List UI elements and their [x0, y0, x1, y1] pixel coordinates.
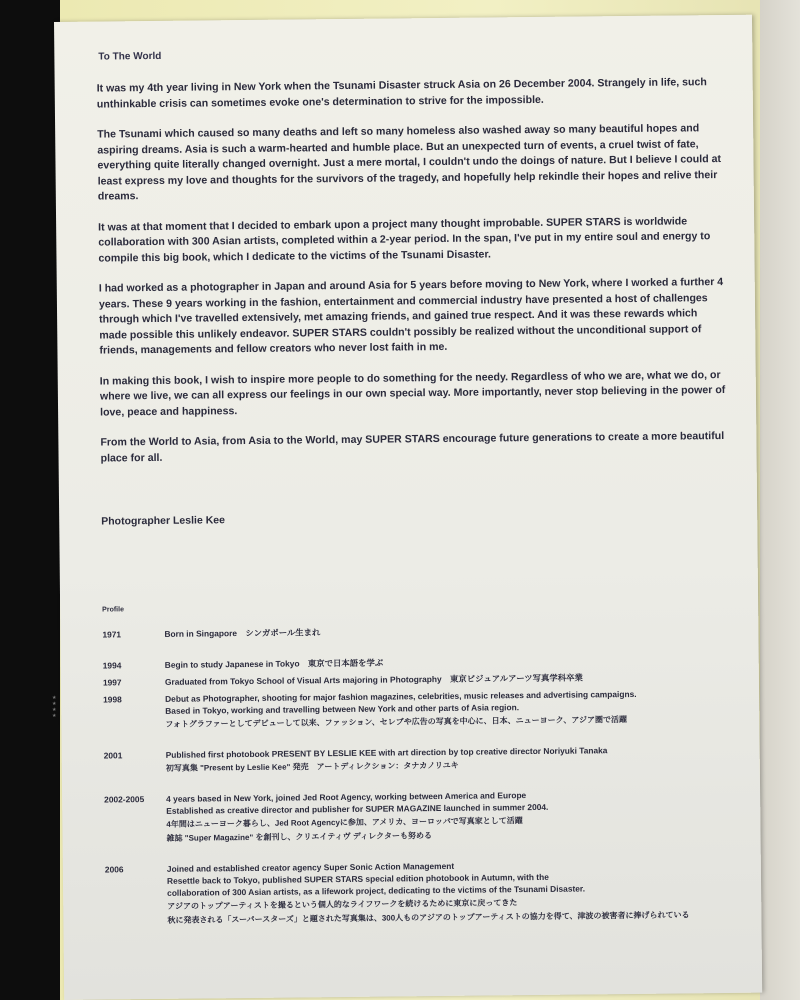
timeline-line-english: Resettle back to Tokyo, published SUPER STARS special edition photobook in Autumn, with the	[166, 871, 549, 886]
timeline-line-english: Begin to study Japanese in Tokyo 東京で日本語を学ぶ	[164, 657, 384, 670]
timeline-year: 2006	[104, 864, 124, 875]
timeline-entry	[103, 687, 743, 732]
right-edge-strip	[760, 0, 800, 1000]
timeline-line-english: collaboration of 300 Asian artists, as a lifework project, dedicating to the victims of the Tsunami Disaster.	[167, 883, 586, 898]
letter-body	[97, 75, 727, 482]
timeline-description	[165, 687, 743, 731]
letter-paragraph: It was at that moment that I decided to embark upon a project many thought improbable. SUPER STARS is worldwide collaboration with 300 Asian artists, completed within a 2-year period. In the span, I've put in my entire soul and energy to compile this big book, which I dedicate to the victims of the Tsunami Disaster.	[98, 214, 711, 265]
timeline-description	[167, 857, 746, 927]
page-title: To The World	[98, 50, 162, 63]
timeline-year: 1994	[102, 660, 122, 671]
timeline-year: 1997	[102, 677, 122, 688]
timeline-description	[166, 787, 745, 845]
letter-paragraph: It was my 4th year living in New York when the Tsunami Disaster struck Asia on 26 December 2004. Strangely in life, such unthinkable crisis can sometimes evoke one's determination to strive for the impossible.	[96, 76, 707, 111]
letter-paragraph: The Tsunami which caused so many deaths and left so many homeless also washed away so many beautiful hopes and aspiring dreams. Asia is such a warm-hearted and humble place. But an unexpected turn of events, a cruel twist of fate, everything quite literally changed overnight. Just a mere mortal, I couldn't undo the doings of nature. But I believe I could at least express my love and thoughts for the survivors of the tragedy, and hopefully help rekindle their hopes and relive their dreams.	[97, 122, 722, 203]
timeline-entry	[105, 857, 746, 928]
timeline-line-english: 4 years based in New York, joined Jed Root Agency, working between America and Europe	[166, 790, 527, 804]
timeline-line-japanese: フォトグラファーとしてデビューして以来、ファッション、セレブや広告の写真を中心に、日本、ニューヨーク、アジア圏で活躍	[165, 715, 628, 729]
signature: Photographer Leslie Kee	[101, 514, 225, 528]
timeline-line-english: Published first photobook PRESENT BY LESLIE KEE with art direction by top creative director Noriyuki Tanaka	[165, 745, 608, 760]
letter-paragraph: In making this book, I wish to inspire more people to do something for the needy. Regardless of who we are, what we do, or where we live, we can all express our feelings in our own special way. More importantly, never stop believing in the power of love, peace and happiness.	[99, 368, 726, 419]
timeline-line-english: Joined and established creator agency Super Sonic Action Management	[166, 860, 455, 874]
timeline-line-english: Established as creative director and publisher for SUPER MAGAZINE launched in summer 2004.	[166, 801, 549, 816]
timeline-year: 2002-2005	[104, 794, 145, 805]
profile-heading: Profile	[102, 606, 124, 614]
timeline-line-japanese: アジアのトップアーティストを撮るという個人的なライフワークを続けるために東京に戻ってきた	[167, 898, 518, 911]
profile-timeline	[102, 622, 745, 928]
letter-paragraph: I had worked as a photographer in Japan and around Asia for 5 years before moving to New York, where I worked a further 4 years. These 9 years working in the fashion, entertainment and commercial industry have presented a host of challenges through which I've travelled extensively, met amazing friends, and gained true respect. And it was these rewards which made possible this unlikely endeavor. SUPER STARS couldn't possibly be realized without the unconditional support of friends, managements and fellow creators who never lost faith in me.	[98, 276, 724, 357]
timeline-line-english: Graduated from Tokyo School of Visual Arts majoring in Photography 東京ビジュアルアーツ写真学科卒業	[164, 672, 583, 687]
timeline-line-english: Born in Singapore シンガポール生まれ	[164, 627, 321, 639]
timeline-year: 2001	[103, 750, 123, 761]
timeline-line-japanese: 秋に発表される「スーパースターズ」と題された写真集は、300人ものアジアのトップアーティストの協力を得て、津波の被害者に捧げられている	[167, 910, 690, 925]
timeline-line-japanese: 初写真集 "Present by Leslie Kee" 発売 アートディレクション：タナカノリユキ	[165, 760, 459, 773]
letter-paragraph: From the World to Asia, from Asia to the World, may SUPER STARS encourage future generations to create a more beautiful place for all.	[100, 430, 725, 465]
timeline-year: 1971	[102, 629, 122, 640]
timeline-entry	[104, 787, 745, 846]
timeline-line-japanese: 4年間はニューヨーク暮らし、Jed Root Agencyに参加、アメリカ、ヨーロッパで写真家として活躍	[166, 816, 523, 829]
spine-star-marks: ★ ★ ★ ★	[52, 695, 57, 719]
timeline-year: 1998	[103, 694, 122, 705]
timeline-line-japanese: 雑誌 "Super Magazine" を創刊し、クリエイティヴ ディレクターも努める	[166, 831, 432, 843]
timeline-line-english: Based in Tokyo, working and travelling between New York and other parts of Asia region.	[165, 702, 520, 716]
book-page	[54, 15, 762, 1000]
timeline-line-english: Debut as Photographer, shooting for major fashion magazines, celebrities, music releases and advertising campaigns.	[165, 688, 637, 704]
